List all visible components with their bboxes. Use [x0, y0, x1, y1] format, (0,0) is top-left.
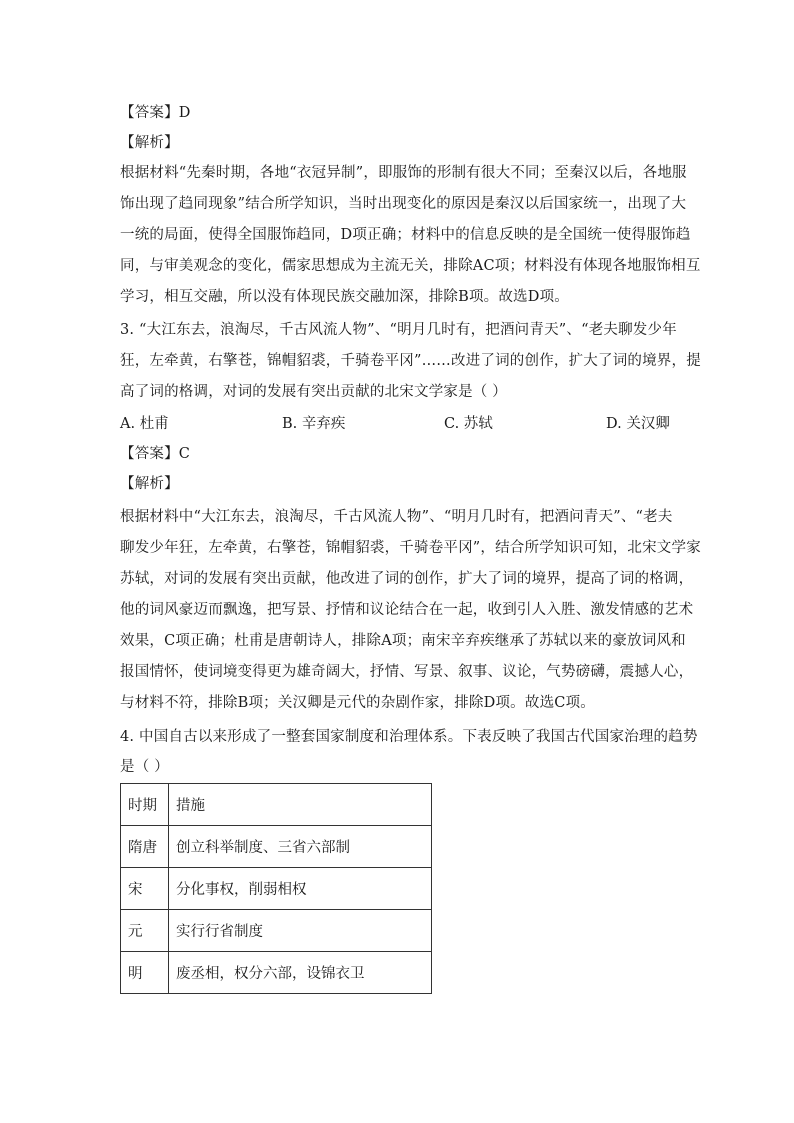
table-header-cell: 时期	[121, 784, 169, 826]
q3-analysis-line: 苏轼，对词的发展有突出贡献，他改进了词的创作，扩大了词的境界，提高了词的格调，	[120, 571, 694, 587]
q3-option-d: D. 关汉卿	[606, 416, 670, 432]
q3-answer: 【答案】C	[120, 446, 191, 462]
q3-stem-line: 3. “大江东去，浪淘尽，千古风流人物”、“明月几时有，把酒问青天”、“老夫聊发少年	[120, 322, 677, 338]
q2-analysis-line: 根据材料“先秦时期，各地“衣冠异制”，即服饰的形制有很大不同；至秦汉以后，各地服	[120, 165, 687, 181]
q2-answer: 【答案】D	[120, 105, 191, 121]
q3-option-b: B. 辛弃疾	[282, 416, 346, 432]
table-cell-measure: 创立科举制度、三省六部制	[169, 826, 432, 868]
q2-analysis-heading: 【解析】	[120, 135, 179, 151]
q4-stem-line: 是（ ）	[120, 759, 169, 775]
q3-analysis-line: 与材料不符，排除B项；关汉卿是元代的杂剧作家，排除D项。故选C项。	[120, 695, 595, 711]
q2-analysis-line: 同，与审美观念的变化，儒家思想成为主流无关，排除AC项；材料没有体现各地服饰相互	[120, 258, 701, 274]
q3-analysis-line: 效果，C项正确；杜甫是唐朝诗人，排除A项；南宋辛弃疾继承了苏轼以来的豪放词风和	[120, 633, 686, 649]
q3-analysis-line: 报国情怀，使词境变得更为雄奇阔大，抒情、写景、叙事、议论，气势磅礴，震撼人心，	[120, 664, 694, 680]
q3-option-a: A. 杜甫	[120, 416, 169, 432]
table-row	[121, 826, 432, 868]
table-cell-period: 宋	[121, 868, 169, 910]
table-cell-period: 元	[121, 910, 169, 952]
table-cell-period: 明	[121, 952, 169, 994]
governance-table	[120, 783, 432, 994]
q3-analysis-heading: 【解析】	[120, 476, 179, 492]
q3-option-c: C. 苏轼	[444, 416, 493, 432]
table-cell-measure: 实行行省制度	[169, 910, 432, 952]
q2-analysis-line: 一统的局面，使得全国服饰趋同，D项正确；材料中的信息反映的是全国统一使得服饰趋	[120, 227, 691, 243]
q3-stem-line: 狂，左牵黄，右擎苍，锦帽貂裘，千骑卷平冈”……改进了词的创作，扩大了词的境界，提	[120, 353, 701, 369]
table-header-cell: 措施	[169, 784, 432, 826]
q3-analysis-line: 根据材料中“大江东去，浪淘尽，千古风流人物”、“明月几时有，把酒问青天”、“老夫	[120, 509, 673, 525]
table-cell-period: 隋唐	[121, 826, 169, 868]
q3-analysis-line: 聊发少年狂，左牵黄，右擎苍，锦帽貂裘，千骑卷平冈”，结合所学知识可知，北宋文学家	[120, 540, 701, 556]
table-row	[121, 910, 432, 952]
q3-analysis-line: 他的词风豪迈而飘逸，把写景、抒情和议论结合在一起，收到引人入胜、激发情感的艺术	[120, 602, 694, 618]
table-cell-measure: 废丞相，权分六部，设锦衣卫	[169, 952, 432, 994]
table-row	[121, 868, 432, 910]
q2-analysis-line: 饰出现了趋同现象”结合所学知识，当时出现变化的原因是秦汉以后国家统一，出现了大	[120, 196, 687, 212]
q3-stem-line: 高了词的格调，对词的发展有突出贡献的北宋文学家是（ ）	[120, 384, 508, 400]
table-cell-measure: 分化事权，削弱相权	[169, 868, 432, 910]
q2-analysis-line: 学习，相互交融，所以没有体现民族交融加深，排除B项。故选D项。	[120, 289, 569, 305]
q4-stem-line: 4. 中国自古以来形成了一整套国家制度和治理体系。下表反映了我国古代国家治理的趋势	[120, 729, 698, 745]
table-header-row	[121, 784, 432, 826]
table-row	[121, 952, 432, 994]
